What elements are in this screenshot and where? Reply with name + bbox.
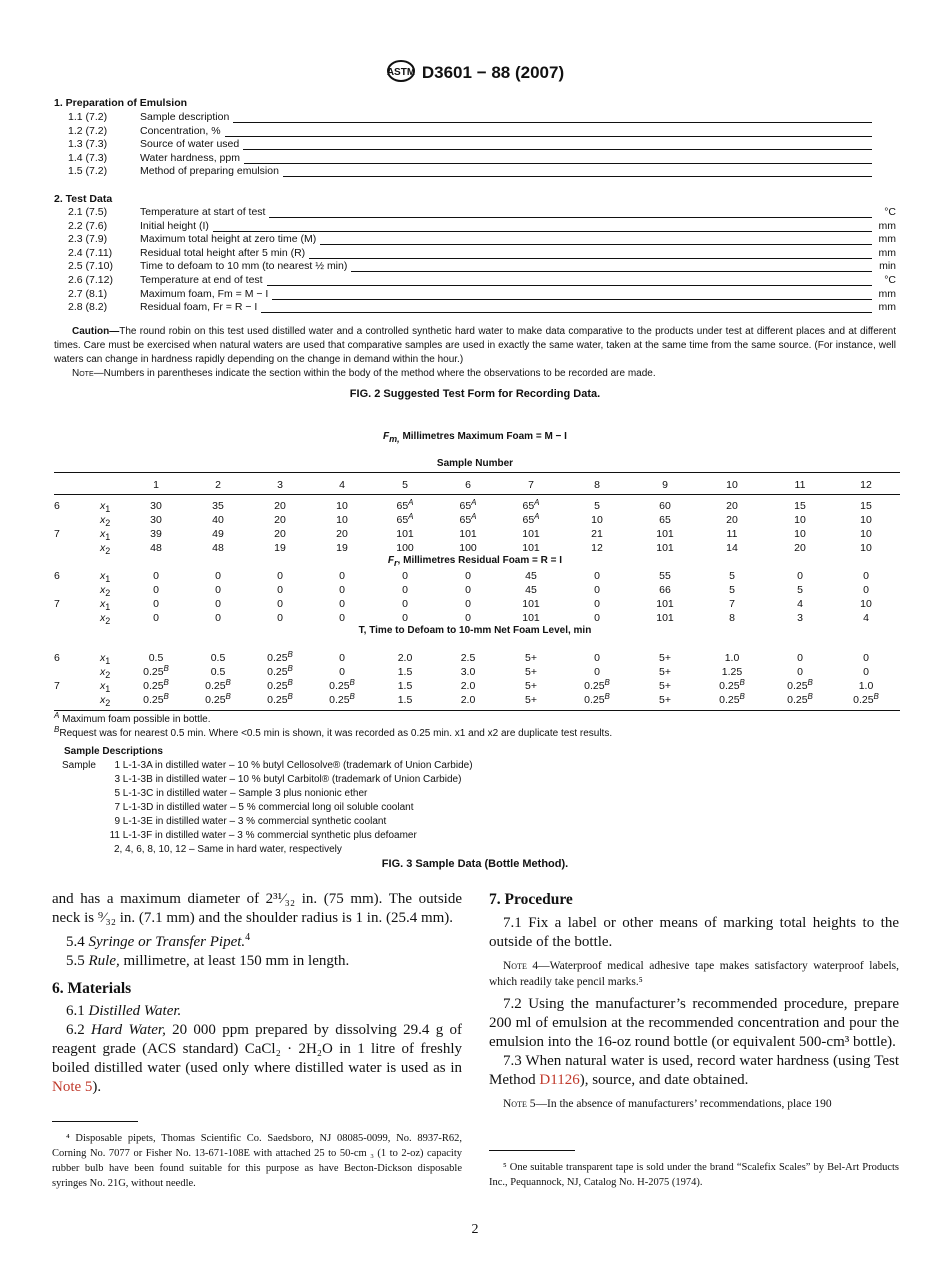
table-cell: 20 — [274, 528, 286, 540]
table-cell: 0 — [465, 584, 471, 596]
footnote-5: ⁵ One suitable transparent tape is sold under the brand “Scalefix Scales” by Bel-Art Products Inc., Pequannock, NJ, Catalog No. H-2075 (1974). — [489, 1162, 899, 1188]
note-text: —Numbers in parentheses indicate the section within the body of the method where the observations to be recorded are made. — [93, 368, 656, 379]
document-title: D3601 − 88 (2007) — [421, 62, 565, 82]
table-cell: 0 — [277, 570, 283, 582]
page-header — [0, 60, 950, 87]
table-cell: $0.25^B$ — [719, 678, 745, 692]
form-row — [68, 246, 896, 259]
form-entry-line[interactable] — [261, 302, 872, 313]
table-cell: 0 — [594, 652, 600, 664]
column-header: 8 — [594, 479, 600, 491]
form-row-unit: mm — [878, 246, 896, 259]
form-entry-line[interactable] — [225, 126, 872, 137]
sample-description: 5 L-1-3C in distilled water – Sample 3 plus nonionic ether — [114, 788, 368, 799]
caution-text: The round robin on this test used distilled water and a controlled synthetic hard water to make data comparative to the products under test at different places and at different times. Care must be exercised when natural waters are used that comparative samples are used in exactly the same water, taken at the same time from the same source. (For instance, well waters can change in hardness rapidly depending on the change in demand within the hour.) — [54, 326, 896, 365]
table-cell: 39 — [150, 528, 162, 540]
form-row — [68, 151, 896, 164]
table-cell: $65^A$ — [396, 512, 414, 526]
table-cell: 3.0 — [460, 666, 476, 678]
table-cell: 1.25 — [721, 666, 743, 678]
table-cell: 21 — [591, 528, 603, 540]
form-row-label: Method of preparing emulsion — [140, 165, 279, 178]
table-cell: 0 — [863, 666, 869, 678]
table-cell: $0.25^B$ — [719, 692, 745, 706]
form-row-number: 1.4 (7.3) — [68, 151, 108, 164]
fig2-caption: FIG. 2 Suggested Test Form for Recording Data. — [349, 388, 601, 400]
table-cell: 0 — [465, 598, 471, 610]
table-cell: 3 — [797, 612, 803, 624]
replicate-label: x2 — [100, 514, 111, 528]
sample-description: 1 L-1-3A in distilled water – 10 % butyl Cellosolve® (trademark of Union Carbide) — [114, 760, 473, 771]
column-header: 2 — [215, 479, 221, 491]
form-entry-line[interactable] — [320, 234, 872, 245]
table-cell: 101 — [522, 612, 540, 624]
table-cell: 15 — [860, 500, 872, 512]
table-cell: $0.25^B$ — [787, 692, 813, 706]
table-cell: 0 — [277, 584, 283, 596]
section-ref: 7 — [54, 680, 60, 692]
table-cell: 10 — [860, 542, 872, 554]
table-cell: 0.5 — [210, 666, 226, 678]
table-cell: 5+ — [525, 694, 537, 706]
replicate-label: x1 — [100, 652, 111, 666]
form-entry-line[interactable] — [309, 248, 872, 259]
table-cell: 0 — [277, 612, 283, 624]
section-ref: 6 — [54, 652, 60, 664]
form-entry-line[interactable] — [243, 139, 872, 150]
form-entry-line[interactable] — [351, 261, 872, 272]
table-cell: 4 — [797, 598, 803, 610]
replicate-label: x2 — [100, 612, 111, 626]
form-entry-line[interactable] — [272, 289, 872, 300]
table-cell: 0 — [465, 612, 471, 624]
form-row-number: 2.4 (7.11) — [68, 246, 113, 259]
form-row-number: 1.5 (7.2) — [68, 165, 108, 178]
section-ref: 7 — [54, 528, 60, 540]
section-ref: 6 — [54, 500, 60, 512]
table-cell: 0 — [153, 570, 159, 582]
replicate-label: x1 — [100, 598, 111, 612]
table-cell: 1.5 — [397, 694, 413, 706]
table-cell: 2.0 — [460, 694, 476, 706]
table-cell: $0.25^B$ — [205, 678, 231, 692]
svg-text:ASTM: ASTM — [386, 67, 416, 78]
table-cell: 11 — [726, 528, 738, 540]
table-cell: 101 — [656, 612, 674, 624]
table-cell: 55 — [659, 570, 671, 582]
table-cell: $0.25^B$ — [329, 678, 355, 692]
form-row — [68, 300, 896, 313]
table-cell: 48 — [150, 542, 162, 554]
column-header: 4 — [339, 479, 345, 491]
table-cell: 5+ — [659, 652, 671, 664]
table-cell: 0 — [153, 598, 159, 610]
replicate-label: x2 — [100, 584, 111, 598]
section-ref: 6 — [54, 570, 60, 582]
table-cell: 5+ — [659, 680, 671, 692]
replicate-label: x1 — [100, 528, 111, 542]
table-cell: 4 — [863, 612, 869, 624]
table-cell: 10 — [794, 514, 806, 526]
column-header: 10 — [726, 479, 738, 491]
section-6-heading: 6. Materials — [52, 980, 132, 997]
table-cell: 5+ — [659, 666, 671, 678]
form-row-label: Water hardness, ppm — [140, 151, 240, 164]
table-cell: 5 — [594, 500, 600, 512]
table-cell: 20 — [336, 528, 348, 540]
table-cell: 101 — [656, 598, 674, 610]
table-cell: $0.25^B$ — [584, 692, 610, 706]
table-cell: 0.5 — [148, 652, 164, 664]
table-cell: 0 — [594, 666, 600, 678]
footnote-4: ⁴ Disposable pipets, Thomas Scientific Co. Saedsboro, NJ 08085-0099, No. 8937-R62, Corning No. 7077 or Fisher No. 13-671-108E with attached 25 to 50-cm ₃ (1 to 2-oz) capacity rubber bulb have been found suitable for this purpose as have Becton-Dickson disposable syringes No. 21G, without needle. — [52, 1133, 462, 1189]
form-row-unit: mm — [878, 219, 896, 232]
d1126-link[interactable]: D1126 — [539, 1072, 580, 1088]
table-cell: 10 — [860, 528, 872, 540]
caution-paragraph — [54, 325, 896, 367]
table-cell: 20 — [726, 500, 738, 512]
table-cell: 101 — [459, 528, 477, 540]
form-row-number: 1.2 (7.2) — [68, 124, 108, 137]
table-cell: 0 — [797, 652, 803, 664]
table-cell: 60 — [659, 500, 671, 512]
form-row — [68, 232, 896, 245]
sample-description: 2, 4, 6, 8, 10, 12 – Same in hard water, respectively — [114, 844, 342, 855]
table-cell: 0 — [339, 584, 345, 596]
form-row — [68, 164, 896, 177]
column-header: 9 — [662, 479, 668, 491]
paragraph-7-3: 7.3 When natural water is used, record water hardness (using Test Method D1126), source, and date obtained. — [489, 1053, 899, 1088]
table-cell: 19 — [274, 542, 286, 554]
table-cell: 5+ — [525, 652, 537, 664]
form-row-label: Residual foam, Fr = R − I — [140, 301, 258, 314]
replicate-label: x2 — [100, 694, 111, 708]
table-cell: 101 — [656, 542, 674, 554]
form-entry-line[interactable] — [283, 166, 872, 177]
table-cell: 0.5 — [210, 652, 226, 664]
form-row-label: Maximum total height at zero time (M) — [140, 233, 317, 246]
form-row-number: 1.3 (7.3) — [68, 138, 108, 151]
table-cell: $0.25^B$ — [584, 678, 610, 692]
form-row — [68, 110, 896, 123]
form-row-label: Temperature at end of test — [140, 274, 263, 286]
form-row-label: Time to defoam to 10 mm (to nearest ½ min) — [140, 260, 348, 273]
table-cell: $0.25^B$ — [267, 678, 293, 692]
table-cell: 0 — [797, 666, 803, 678]
column-header: 11 — [794, 479, 806, 491]
table-cell: 100 — [459, 542, 477, 554]
form-row-unit: min — [879, 260, 896, 273]
table-cell: $65^A$ — [396, 498, 414, 512]
table-cell: 0 — [339, 666, 345, 678]
table-cell: 0 — [215, 584, 221, 596]
form-row-unit: mm — [878, 301, 896, 314]
table-cell: 0 — [215, 570, 221, 582]
table-cell: 0 — [402, 584, 408, 596]
table-cell: 0 — [339, 612, 345, 624]
table-cell: 0 — [339, 598, 345, 610]
form-row-label: Temperature at start of test — [140, 206, 266, 218]
table-cell: 0 — [215, 612, 221, 624]
table-cell: 10 — [794, 528, 806, 540]
table-cell: 2.0 — [397, 652, 413, 664]
table-cell: 0 — [863, 652, 869, 664]
table-cell: 45 — [525, 570, 537, 582]
table-cell: 101 — [522, 598, 540, 610]
table-cell: $0.25^B$ — [787, 678, 813, 692]
note-label: Note — [72, 368, 94, 379]
table-title-residual-foam: Fr, Millimetres Residual Foam = R = I — [387, 555, 563, 568]
table-cell: 7 — [729, 598, 735, 610]
form-entry-line[interactable] — [213, 221, 872, 232]
left-column-text — [52, 890, 462, 1097]
form-row-number: 2.6 (7.12) — [68, 274, 113, 286]
table-cell: 30 — [150, 514, 162, 526]
table-cell: 101 — [396, 528, 414, 540]
paragraph-5-5: 5.5 Rule, millimetre, at least 150 mm in length. — [66, 953, 350, 969]
replicate-label: x2 — [100, 666, 111, 680]
table-cell: 15 — [794, 500, 806, 512]
table-cell: 5+ — [659, 694, 671, 706]
table-cell: 5 — [797, 584, 803, 596]
table-cell: 1.5 — [397, 666, 413, 678]
table-cell: $65^A$ — [522, 498, 540, 512]
form-row-number: 1.1 (7.2) — [68, 111, 108, 123]
table-cell: 0 — [153, 612, 159, 624]
table-cell: 0 — [465, 570, 471, 582]
table-cell: 20 — [794, 542, 806, 554]
form-row-unit: mm — [878, 233, 896, 246]
table-cell: 10 — [860, 598, 872, 610]
paragraph-6-2: 6.2 Hard Water, 20 000 ppm prepared by dissolving 29.4 g of reagent grade (ACS standard) CaCl₂ · 2H₂O in 1 litre of freshly boiled distilled water (used only where distilled water is used as in Note 5). — [52, 1022, 463, 1095]
table-cell: 0 — [863, 584, 869, 596]
replicate-label: x1 — [100, 570, 111, 584]
form-row — [68, 287, 896, 300]
form-entry-line[interactable] — [269, 207, 872, 218]
table-title-defoam-time: T, Time to Defoam to 10-mm Net Foam Level, min — [358, 625, 592, 636]
form-row-number: 2.2 (7.6) — [68, 219, 108, 232]
table-cell: 0 — [402, 598, 408, 610]
table-cell: 0 — [215, 598, 221, 610]
form-section-2-heading: 2. Test Data — [54, 193, 113, 205]
table-cell: 35 — [212, 500, 224, 512]
table-cell: $0.25^B$ — [853, 692, 879, 706]
paragraph-6-1: 6.1 Distilled Water. — [66, 1003, 182, 1019]
form-row-unit: °C — [884, 274, 896, 286]
table-footnote-b: $^B$Request was for nearest 0.5 min. Where <0.5 min is shown, it was recorded as 0.25 min. x1 and x2 are duplicate test results. — [54, 725, 613, 739]
sample-description: 7 L-1-3D in distilled water – 5 % commercial long oil soluble coolant — [114, 802, 414, 813]
form-row-label: Initial height (I) — [140, 219, 209, 232]
replicate-label: x1 — [100, 680, 111, 694]
table-cell: 0 — [594, 584, 600, 596]
column-header: 6 — [465, 479, 471, 491]
table-cell: $0.25^B$ — [143, 692, 169, 706]
table-cell: 8 — [729, 612, 735, 624]
note-5: Note 5—In the absence of manufacturers’ recommendations, place 190 — [503, 1098, 832, 1110]
table-title-1-text: Millimetres Maximum Foam = M − I — [402, 431, 567, 442]
form-row — [68, 259, 896, 272]
form-row — [68, 273, 896, 286]
form-row-unit: °C — [884, 206, 896, 218]
fig3-caption: FIG. 3 Sample Data (Bottle Method). — [381, 858, 569, 870]
form-entry-line[interactable] — [233, 112, 872, 123]
table-cell: $0.25^B$ — [143, 678, 169, 692]
table-cell: 10 — [860, 514, 872, 526]
table-cell: 19 — [336, 542, 348, 554]
table-cell: 100 — [396, 542, 414, 554]
paragraph-5-4: 5.4 Syringe or Transfer Pipet.$^4$ — [66, 932, 251, 950]
table-cell: 20 — [274, 500, 286, 512]
table-cell: 0 — [339, 652, 345, 664]
table-cell: $0.25^B$ — [329, 692, 355, 706]
note-4: Note 4—Waterproof medical adhesive tape makes satisfactory waterproof labels, which readily take pencil marks.⁵ — [489, 960, 899, 988]
note-5-link[interactable]: Note 5 — [52, 1079, 93, 1095]
table-cell: 2.0 — [460, 680, 476, 692]
table-cell: $0.25^B$ — [267, 664, 293, 678]
table-cell: 0 — [402, 570, 408, 582]
sample-lead: Sample — [62, 760, 96, 771]
form-row-label: Source of water used — [140, 138, 240, 151]
table-cell: 12 — [591, 542, 603, 554]
paragraph-bottle-dimensions: and has a maximum diameter of 2³¹⁄₃₂ in. (75 mm). The outside neck is ⁹⁄₃₂ in. (7.1 mm) and the shoulder radius is 1 in. (25.4 mm). — [52, 891, 462, 926]
table-cell: 0 — [153, 584, 159, 596]
sample-number-heading: Sample Number — [436, 458, 514, 469]
table-cell: 5 — [729, 584, 735, 596]
form-entry-line[interactable] — [267, 275, 872, 286]
table-cell: 5 — [729, 570, 735, 582]
sample-descriptions-title: Sample Descriptions — [64, 746, 163, 757]
table-cell: 66 — [659, 584, 671, 596]
table-cell: 0 — [594, 598, 600, 610]
table-cell: $0.25^B$ — [143, 664, 169, 678]
table-cell: 101 — [656, 528, 674, 540]
table-cell: 0 — [277, 598, 283, 610]
form-row — [68, 205, 896, 218]
form-row-number: 2.1 (7.5) — [68, 206, 108, 218]
column-header: 3 — [277, 479, 283, 491]
table-cell: 101 — [522, 528, 540, 540]
sample-description: 11 L-1-3F in distilled water – 3 % commercial synthetic plus defoamer — [109, 830, 417, 841]
section-ref: 7 — [54, 598, 60, 610]
table-cell: $0.25^B$ — [205, 692, 231, 706]
form-row — [68, 137, 896, 150]
form-entry-line[interactable] — [244, 153, 872, 164]
table-cell: 40 — [212, 514, 224, 526]
right-column-text — [489, 890, 899, 1112]
form-row-label: Residual total height after 5 min (R) — [140, 246, 306, 259]
table-cell: 5+ — [525, 666, 537, 678]
table-cell: 48 — [212, 542, 224, 554]
table-cell: 45 — [525, 584, 537, 596]
column-header: 5 — [402, 479, 408, 491]
form-row-number: 2.3 (7.9) — [68, 233, 108, 246]
astm-logo-icon — [386, 60, 416, 87]
page-number: 2 — [471, 1222, 479, 1237]
paragraph-7-2: 7.2 Using the manufacturer’s recommended procedure, prepare 200 ml of emulsion at the recommended concentration and pour the emulsion into the 16-oz round bottle (or equivalent 500-cm³ bottle). — [489, 996, 899, 1050]
table-cell: 5+ — [525, 680, 537, 692]
replicate-label: x2 — [100, 542, 111, 556]
table-cell: 49 — [212, 528, 224, 540]
table-footnote-a: $^A$ Maximum foam possible in bottle. — [54, 711, 211, 725]
form-row-number: 2.8 (8.2) — [68, 301, 108, 314]
form-row — [68, 124, 896, 137]
caution-label: Caution— — [72, 326, 120, 337]
table-cell: 10 — [336, 514, 348, 526]
sample-description: 9 L-1-3E in distilled water – 3 % commercial synthetic coolant — [114, 816, 387, 827]
table-cell: 20 — [726, 514, 738, 526]
form-section-1-heading: 1. Preparation of Emulsion — [54, 97, 188, 109]
table-cell: 10 — [591, 514, 603, 526]
form-row-label: Maximum foam, Fm = M − I — [140, 287, 269, 300]
sample-description: 3 L-1-3B in distilled water – 10 % butyl Carbitol® (trademark of Union Carbide) — [114, 774, 462, 785]
table-cell: 30 — [150, 500, 162, 512]
paragraph-7-1: 7.1 Fix a label or other means of marking total heights to the outside of the bottle. — [489, 915, 899, 950]
table-cell: 0 — [594, 570, 600, 582]
table-cell: $0.25^B$ — [267, 650, 293, 664]
table-cell: 1.0 — [724, 652, 740, 664]
table-cell: 1.5 — [397, 680, 413, 692]
replicate-label: x1 — [100, 500, 111, 514]
table-cell: 14 — [726, 542, 738, 554]
table-cell: $65^A$ — [459, 498, 477, 512]
form-row-number: 2.5 (7.10) — [68, 260, 113, 273]
form-row — [68, 219, 896, 232]
form-note — [72, 367, 892, 381]
form-row-label: Concentration, % — [140, 124, 221, 137]
table-cell: $65^A$ — [522, 512, 540, 526]
table-cell: 0 — [402, 612, 408, 624]
table-cell: 0 — [594, 612, 600, 624]
table-cell: 2.5 — [460, 652, 476, 664]
form-row-unit: mm — [878, 287, 896, 300]
table-cell: $65^A$ — [459, 512, 477, 526]
form-row-number: 2.7 (8.1) — [68, 287, 108, 300]
column-header: 1 — [153, 479, 159, 491]
table-cell: 0 — [863, 570, 869, 582]
table-cell: 101 — [522, 542, 540, 554]
section-7-heading: 7. Procedure — [489, 891, 573, 908]
table-cell: 20 — [274, 514, 286, 526]
column-header: 7 — [528, 479, 534, 491]
table-cell: 0 — [339, 570, 345, 582]
table-cell: 1.0 — [858, 680, 874, 692]
table-title-max-foam: Fm, Millimetres Maximum Foam = M − I — [383, 431, 567, 444]
table-cell: 65 — [659, 514, 671, 526]
table-cell: 0 — [797, 570, 803, 582]
table-cell: $0.25^B$ — [267, 692, 293, 706]
table-cell: 10 — [336, 500, 348, 512]
column-header: 12 — [860, 479, 872, 491]
form-row-label: Sample description — [140, 111, 230, 123]
